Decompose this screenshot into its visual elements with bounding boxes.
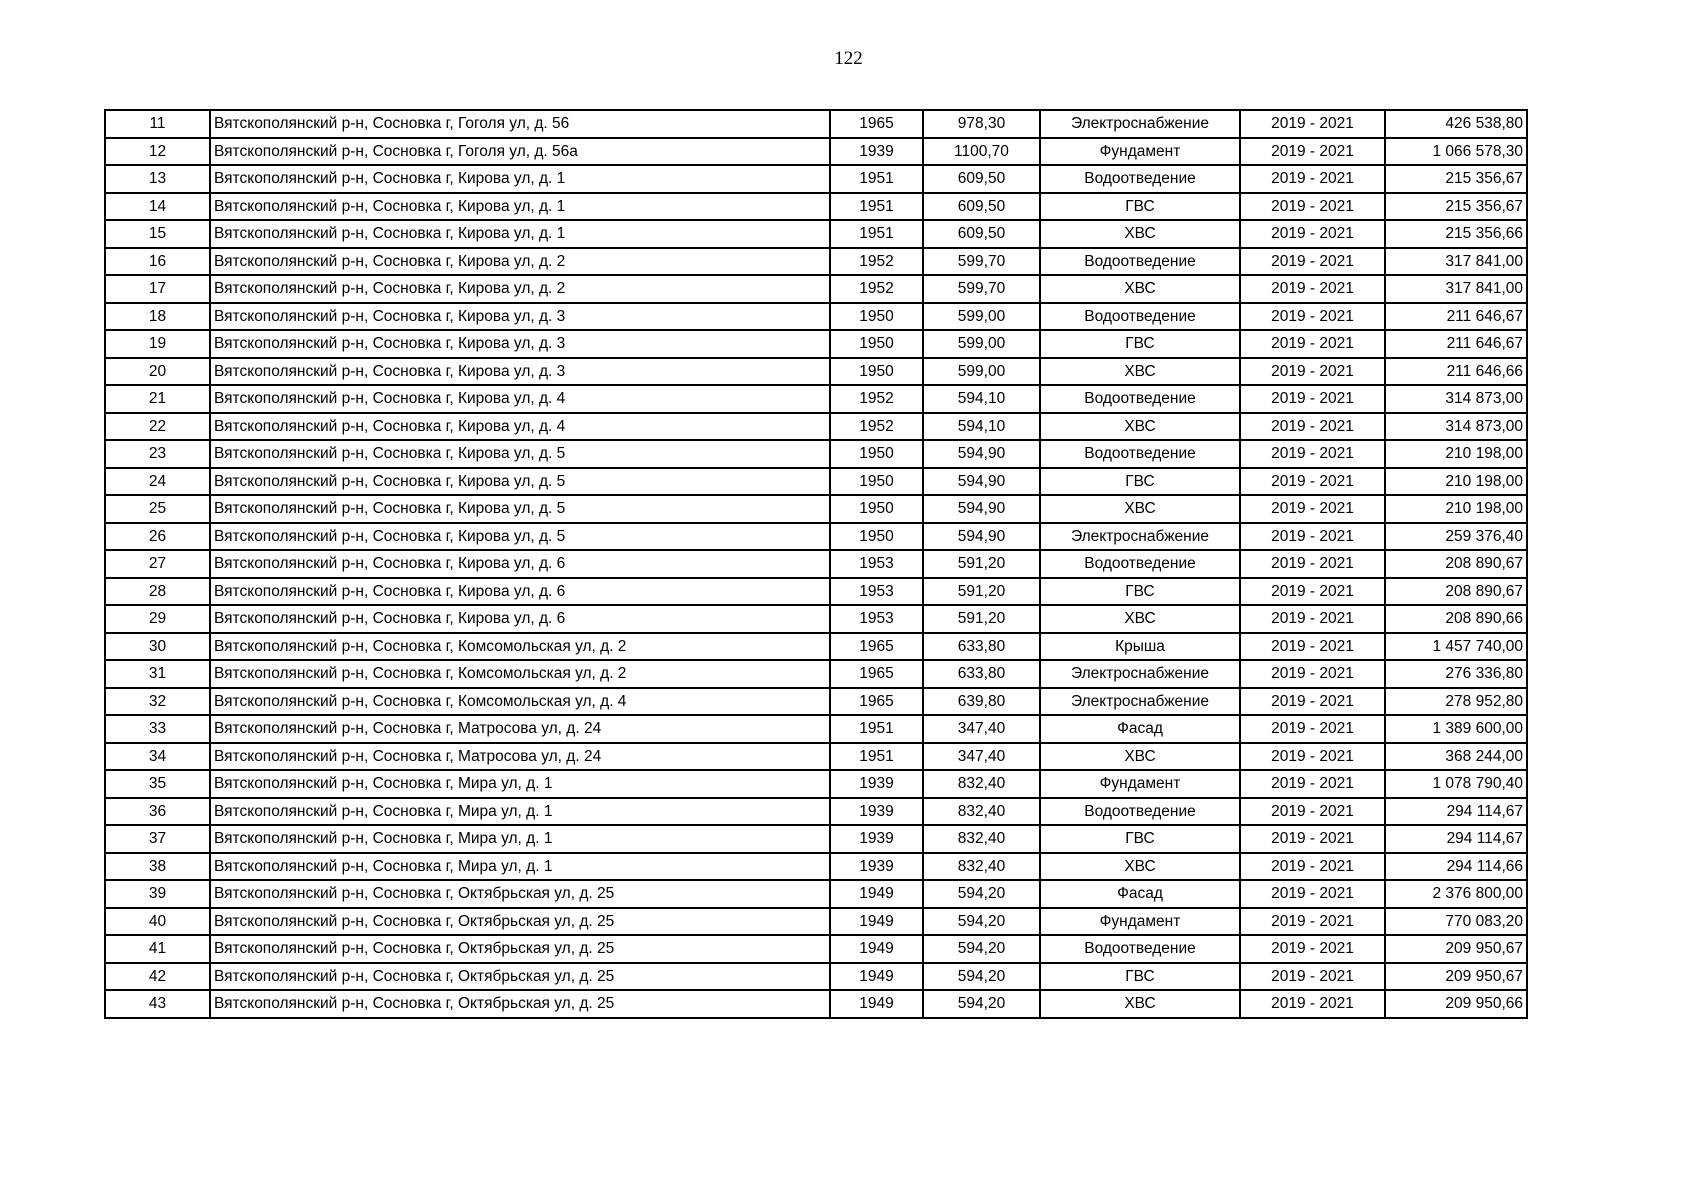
cost-cell: 1 457 740,00: [1385, 633, 1527, 661]
row-number: 42: [105, 963, 210, 991]
cost-cell: 211 646,67: [1385, 303, 1527, 331]
cost-cell: 426 538,80: [1385, 110, 1527, 138]
period-cell: 2019 - 2021: [1240, 853, 1385, 881]
address-cell: Вятскополянский р-н, Сосновка г, Кирова ул, д. 3: [210, 358, 830, 386]
period-cell: 2019 - 2021: [1240, 550, 1385, 578]
period-cell: 2019 - 2021: [1240, 385, 1385, 413]
work-type-cell: Водоотведение: [1040, 935, 1240, 963]
cost-cell: 209 950,67: [1385, 935, 1527, 963]
table-row: [105, 413, 1527, 441]
year-built-cell: 1949: [830, 963, 923, 991]
year-built-cell: 1953: [830, 578, 923, 606]
work-type-cell: Водоотведение: [1040, 248, 1240, 276]
period-cell: 2019 - 2021: [1240, 330, 1385, 358]
cost-cell: 208 890,66: [1385, 605, 1527, 633]
work-type-cell: Электроснабжение: [1040, 688, 1240, 716]
work-type-cell: Фасад: [1040, 880, 1240, 908]
year-built-cell: 1965: [830, 688, 923, 716]
row-number: 34: [105, 743, 210, 771]
period-cell: 2019 - 2021: [1240, 138, 1385, 166]
row-number: 22: [105, 413, 210, 441]
year-built-cell: 1939: [830, 825, 923, 853]
address-cell: Вятскополянский р-н, Сосновка г, Мира ул, д. 1: [210, 853, 830, 881]
page-number: 122: [834, 48, 863, 69]
address-cell: Вятскополянский р-н, Сосновка г, Кирова ул, д. 6: [210, 550, 830, 578]
period-cell: 2019 - 2021: [1240, 440, 1385, 468]
period-cell: 2019 - 2021: [1240, 935, 1385, 963]
area-cell: 594,90: [923, 468, 1040, 496]
work-type-cell: ГВС: [1040, 193, 1240, 221]
work-type-cell: ХВС: [1040, 358, 1240, 386]
year-built-cell: 1965: [830, 633, 923, 661]
table-row: [105, 440, 1527, 468]
period-cell: 2019 - 2021: [1240, 908, 1385, 936]
year-built-cell: 1939: [830, 138, 923, 166]
address-cell: Вятскополянский р-н, Сосновка г, Кирова ул, д. 4: [210, 413, 830, 441]
table-row: [105, 935, 1527, 963]
work-type-cell: ГВС: [1040, 963, 1240, 991]
period-cell: 2019 - 2021: [1240, 413, 1385, 441]
work-type-cell: ГВС: [1040, 468, 1240, 496]
year-built-cell: 1950: [830, 330, 923, 358]
period-cell: 2019 - 2021: [1240, 495, 1385, 523]
table-row: [105, 523, 1527, 551]
work-type-cell: Водоотведение: [1040, 165, 1240, 193]
work-type-cell: Электроснабжение: [1040, 110, 1240, 138]
year-built-cell: 1951: [830, 165, 923, 193]
row-number: 31: [105, 660, 210, 688]
row-number: 37: [105, 825, 210, 853]
address-cell: Вятскополянский р-н, Сосновка г, Октябрьская ул, д. 25: [210, 990, 830, 1018]
area-cell: 599,70: [923, 275, 1040, 303]
table-row: [105, 743, 1527, 771]
cost-cell: 314 873,00: [1385, 385, 1527, 413]
year-built-cell: 1950: [830, 468, 923, 496]
row-number: 14: [105, 193, 210, 221]
area-cell: 832,40: [923, 770, 1040, 798]
cost-cell: 210 198,00: [1385, 440, 1527, 468]
address-cell: Вятскополянский р-н, Сосновка г, Кирова ул, д. 1: [210, 220, 830, 248]
area-cell: 594,10: [923, 385, 1040, 413]
year-built-cell: 1953: [830, 550, 923, 578]
address-cell: Вятскополянский р-н, Сосновка г, Кирова ул, д. 5: [210, 495, 830, 523]
period-cell: 2019 - 2021: [1240, 633, 1385, 661]
year-built-cell: 1952: [830, 413, 923, 441]
area-cell: 832,40: [923, 825, 1040, 853]
address-cell: Вятскополянский р-н, Сосновка г, Кирова ул, д. 3: [210, 303, 830, 331]
year-built-cell: 1951: [830, 743, 923, 771]
work-type-cell: ХВС: [1040, 990, 1240, 1018]
period-cell: 2019 - 2021: [1240, 523, 1385, 551]
area-cell: 599,00: [923, 330, 1040, 358]
year-built-cell: 1952: [830, 275, 923, 303]
area-cell: 591,20: [923, 605, 1040, 633]
period-cell: 2019 - 2021: [1240, 275, 1385, 303]
table-row: [105, 688, 1527, 716]
period-cell: 2019 - 2021: [1240, 605, 1385, 633]
address-cell: Вятскополянский р-н, Сосновка г, Кирова ул, д. 6: [210, 605, 830, 633]
table-row: [105, 990, 1527, 1018]
period-cell: 2019 - 2021: [1240, 688, 1385, 716]
row-number: 20: [105, 358, 210, 386]
row-number: 21: [105, 385, 210, 413]
cost-cell: 770 083,20: [1385, 908, 1527, 936]
area-cell: 978,30: [923, 110, 1040, 138]
table-row: [105, 330, 1527, 358]
year-built-cell: 1939: [830, 853, 923, 881]
table-row: [105, 963, 1527, 991]
work-type-cell: ГВС: [1040, 825, 1240, 853]
work-type-cell: Водоотведение: [1040, 303, 1240, 331]
row-number: 24: [105, 468, 210, 496]
period-cell: 2019 - 2021: [1240, 193, 1385, 221]
area-cell: 594,90: [923, 440, 1040, 468]
table-row: [105, 770, 1527, 798]
row-number: 12: [105, 138, 210, 166]
cost-cell: 276 336,80: [1385, 660, 1527, 688]
cost-cell: 259 376,40: [1385, 523, 1527, 551]
cost-cell: 209 950,67: [1385, 963, 1527, 991]
table-row: [105, 495, 1527, 523]
work-type-cell: ХВС: [1040, 413, 1240, 441]
area-cell: 599,00: [923, 303, 1040, 331]
address-cell: Вятскополянский р-н, Сосновка г, Матросова ул, д. 24: [210, 743, 830, 771]
cost-cell: 208 890,67: [1385, 578, 1527, 606]
year-built-cell: 1950: [830, 303, 923, 331]
table-row: [105, 193, 1527, 221]
table-row: [105, 825, 1527, 853]
work-type-cell: ХВС: [1040, 605, 1240, 633]
work-type-cell: Водоотведение: [1040, 385, 1240, 413]
work-type-cell: Водоотведение: [1040, 798, 1240, 826]
area-cell: 633,80: [923, 660, 1040, 688]
address-cell: Вятскополянский р-н, Сосновка г, Мира ул, д. 1: [210, 825, 830, 853]
period-cell: 2019 - 2021: [1240, 578, 1385, 606]
work-type-cell: ХВС: [1040, 220, 1240, 248]
work-type-cell: ХВС: [1040, 495, 1240, 523]
table-row: [105, 165, 1527, 193]
address-cell: Вятскополянский р-н, Сосновка г, Комсомольская ул, д. 4: [210, 688, 830, 716]
row-number: 30: [105, 633, 210, 661]
cost-cell: 1 066 578,30: [1385, 138, 1527, 166]
period-cell: 2019 - 2021: [1240, 743, 1385, 771]
cost-cell: 294 114,67: [1385, 798, 1527, 826]
cost-cell: 317 841,00: [1385, 248, 1527, 276]
period-cell: 2019 - 2021: [1240, 770, 1385, 798]
area-cell: 609,50: [923, 220, 1040, 248]
work-type-cell: ХВС: [1040, 743, 1240, 771]
area-cell: 633,80: [923, 633, 1040, 661]
cost-cell: 278 952,80: [1385, 688, 1527, 716]
address-cell: Вятскополянский р-н, Сосновка г, Кирова ул, д. 2: [210, 275, 830, 303]
row-number: 39: [105, 880, 210, 908]
year-built-cell: 1939: [830, 770, 923, 798]
work-type-cell: ГВС: [1040, 578, 1240, 606]
address-cell: Вятскополянский р-н, Сосновка г, Кирова ул, д. 2: [210, 248, 830, 276]
cost-cell: 314 873,00: [1385, 413, 1527, 441]
work-type-cell: Фасад: [1040, 715, 1240, 743]
year-built-cell: 1950: [830, 523, 923, 551]
cost-cell: 209 950,66: [1385, 990, 1527, 1018]
row-number: 27: [105, 550, 210, 578]
year-built-cell: 1951: [830, 715, 923, 743]
area-cell: 594,20: [923, 963, 1040, 991]
period-cell: 2019 - 2021: [1240, 660, 1385, 688]
year-built-cell: 1951: [830, 220, 923, 248]
year-built-cell: 1965: [830, 110, 923, 138]
row-number: 41: [105, 935, 210, 963]
cost-cell: 211 646,67: [1385, 330, 1527, 358]
period-cell: 2019 - 2021: [1240, 110, 1385, 138]
cost-cell: 294 114,67: [1385, 825, 1527, 853]
year-built-cell: 1949: [830, 908, 923, 936]
address-cell: Вятскополянский р-н, Сосновка г, Мира ул, д. 1: [210, 798, 830, 826]
address-cell: Вятскополянский р-н, Сосновка г, Кирова ул, д. 4: [210, 385, 830, 413]
row-number: 33: [105, 715, 210, 743]
row-number: 29: [105, 605, 210, 633]
address-cell: Вятскополянский р-н, Сосновка г, Кирова ул, д. 3: [210, 330, 830, 358]
row-number: 35: [105, 770, 210, 798]
address-cell: Вятскополянский р-н, Сосновка г, Октябрьская ул, д. 25: [210, 880, 830, 908]
address-cell: Вятскополянский р-н, Сосновка г, Матросова ул, д. 24: [210, 715, 830, 743]
work-type-cell: Электроснабжение: [1040, 660, 1240, 688]
period-cell: 2019 - 2021: [1240, 303, 1385, 331]
address-cell: Вятскополянский р-н, Сосновка г, Кирова ул, д. 5: [210, 468, 830, 496]
year-built-cell: 1950: [830, 440, 923, 468]
year-built-cell: 1952: [830, 248, 923, 276]
period-cell: 2019 - 2021: [1240, 825, 1385, 853]
year-built-cell: 1953: [830, 605, 923, 633]
row-number: 17: [105, 275, 210, 303]
work-type-cell: ХВС: [1040, 275, 1240, 303]
cost-cell: 215 356,67: [1385, 165, 1527, 193]
row-number: 18: [105, 303, 210, 331]
cost-cell: 317 841,00: [1385, 275, 1527, 303]
cost-cell: 208 890,67: [1385, 550, 1527, 578]
work-type-cell: ХВС: [1040, 853, 1240, 881]
work-type-cell: Фундамент: [1040, 770, 1240, 798]
year-built-cell: 1950: [830, 358, 923, 386]
work-type-cell: Фундамент: [1040, 138, 1240, 166]
address-cell: Вятскополянский р-н, Сосновка г, Комсомольская ул, д. 2: [210, 633, 830, 661]
table-row: [105, 908, 1527, 936]
cost-cell: 2 376 800,00: [1385, 880, 1527, 908]
table-row: [105, 633, 1527, 661]
table-row: [105, 275, 1527, 303]
row-number: 43: [105, 990, 210, 1018]
year-built-cell: 1949: [830, 880, 923, 908]
table-row: [105, 468, 1527, 496]
row-number: 40: [105, 908, 210, 936]
row-number: 16: [105, 248, 210, 276]
row-number: 23: [105, 440, 210, 468]
cost-cell: 368 244,00: [1385, 743, 1527, 771]
cost-cell: 1 078 790,40: [1385, 770, 1527, 798]
address-cell: Вятскополянский р-н, Сосновка г, Комсомольская ул, д. 2: [210, 660, 830, 688]
address-cell: Вятскополянский р-н, Сосновка г, Гоголя ул, д. 56: [210, 110, 830, 138]
table-row: [105, 660, 1527, 688]
period-cell: 2019 - 2021: [1240, 798, 1385, 826]
address-cell: Вятскополянский р-н, Сосновка г, Мира ул, д. 1: [210, 770, 830, 798]
row-number: 19: [105, 330, 210, 358]
area-cell: 832,40: [923, 853, 1040, 881]
cost-cell: 215 356,67: [1385, 193, 1527, 221]
table-row: [105, 303, 1527, 331]
table-row: [105, 605, 1527, 633]
area-cell: 594,20: [923, 990, 1040, 1018]
row-number: 15: [105, 220, 210, 248]
row-number: 11: [105, 110, 210, 138]
period-cell: 2019 - 2021: [1240, 880, 1385, 908]
address-cell: Вятскополянский р-н, Сосновка г, Октябрьская ул, д. 25: [210, 935, 830, 963]
row-number: 36: [105, 798, 210, 826]
repair-schedule-table: [104, 109, 1528, 1019]
area-cell: 594,20: [923, 908, 1040, 936]
area-cell: 609,50: [923, 193, 1040, 221]
table-row: [105, 798, 1527, 826]
cost-cell: 211 646,66: [1385, 358, 1527, 386]
area-cell: 347,40: [923, 743, 1040, 771]
period-cell: 2019 - 2021: [1240, 358, 1385, 386]
area-cell: 599,70: [923, 248, 1040, 276]
area-cell: 594,90: [923, 495, 1040, 523]
row-number: 32: [105, 688, 210, 716]
table-body: [105, 110, 1527, 1018]
period-cell: 2019 - 2021: [1240, 468, 1385, 496]
cost-cell: 1 389 600,00: [1385, 715, 1527, 743]
area-cell: 591,20: [923, 578, 1040, 606]
period-cell: 2019 - 2021: [1240, 990, 1385, 1018]
cost-cell: 294 114,66: [1385, 853, 1527, 881]
period-cell: 2019 - 2021: [1240, 248, 1385, 276]
area-cell: 594,90: [923, 523, 1040, 551]
area-cell: 591,20: [923, 550, 1040, 578]
area-cell: 1100,70: [923, 138, 1040, 166]
period-cell: 2019 - 2021: [1240, 220, 1385, 248]
area-cell: 594,10: [923, 413, 1040, 441]
row-number: 13: [105, 165, 210, 193]
work-type-cell: Фундамент: [1040, 908, 1240, 936]
address-cell: Вятскополянский р-н, Сосновка г, Кирова ул, д. 5: [210, 523, 830, 551]
table-row: [105, 220, 1527, 248]
address-cell: Вятскополянский р-н, Сосновка г, Гоголя ул, д. 56а: [210, 138, 830, 166]
year-built-cell: 1949: [830, 990, 923, 1018]
work-type-cell: ГВС: [1040, 330, 1240, 358]
year-built-cell: 1939: [830, 798, 923, 826]
area-cell: 609,50: [923, 165, 1040, 193]
table-row: [105, 853, 1527, 881]
year-built-cell: 1952: [830, 385, 923, 413]
table-row: [105, 578, 1527, 606]
area-cell: 832,40: [923, 798, 1040, 826]
table-row: [105, 385, 1527, 413]
year-built-cell: 1949: [830, 935, 923, 963]
address-cell: Вятскополянский р-н, Сосновка г, Кирова ул, д. 1: [210, 193, 830, 221]
address-cell: Вятскополянский р-н, Сосновка г, Октябрьская ул, д. 25: [210, 908, 830, 936]
table-row: [105, 550, 1527, 578]
cost-cell: 210 198,00: [1385, 495, 1527, 523]
area-cell: 347,40: [923, 715, 1040, 743]
area-cell: 639,80: [923, 688, 1040, 716]
address-cell: Вятскополянский р-н, Сосновка г, Кирова ул, д. 1: [210, 165, 830, 193]
address-cell: Вятскополянский р-н, Сосновка г, Октябрьская ул, д. 25: [210, 963, 830, 991]
address-cell: Вятскополянский р-н, Сосновка г, Кирова ул, д. 6: [210, 578, 830, 606]
table-row: [105, 138, 1527, 166]
table-row: [105, 880, 1527, 908]
table-row: [105, 358, 1527, 386]
table-row: [105, 110, 1527, 138]
period-cell: 2019 - 2021: [1240, 963, 1385, 991]
period-cell: 2019 - 2021: [1240, 165, 1385, 193]
row-number: 26: [105, 523, 210, 551]
area-cell: 594,20: [923, 935, 1040, 963]
address-cell: Вятскополянский р-н, Сосновка г, Кирова ул, д. 5: [210, 440, 830, 468]
year-built-cell: 1951: [830, 193, 923, 221]
work-type-cell: Электроснабжение: [1040, 523, 1240, 551]
table-row: [105, 248, 1527, 276]
area-cell: 599,00: [923, 358, 1040, 386]
area-cell: 594,20: [923, 880, 1040, 908]
work-type-cell: Крыша: [1040, 633, 1240, 661]
year-built-cell: 1965: [830, 660, 923, 688]
year-built-cell: 1950: [830, 495, 923, 523]
table-row: [105, 715, 1527, 743]
work-type-cell: Водоотведение: [1040, 440, 1240, 468]
row-number: 38: [105, 853, 210, 881]
row-number: 25: [105, 495, 210, 523]
row-number: 28: [105, 578, 210, 606]
work-type-cell: Водоотведение: [1040, 550, 1240, 578]
period-cell: 2019 - 2021: [1240, 715, 1385, 743]
cost-cell: 210 198,00: [1385, 468, 1527, 496]
cost-cell: 215 356,66: [1385, 220, 1527, 248]
